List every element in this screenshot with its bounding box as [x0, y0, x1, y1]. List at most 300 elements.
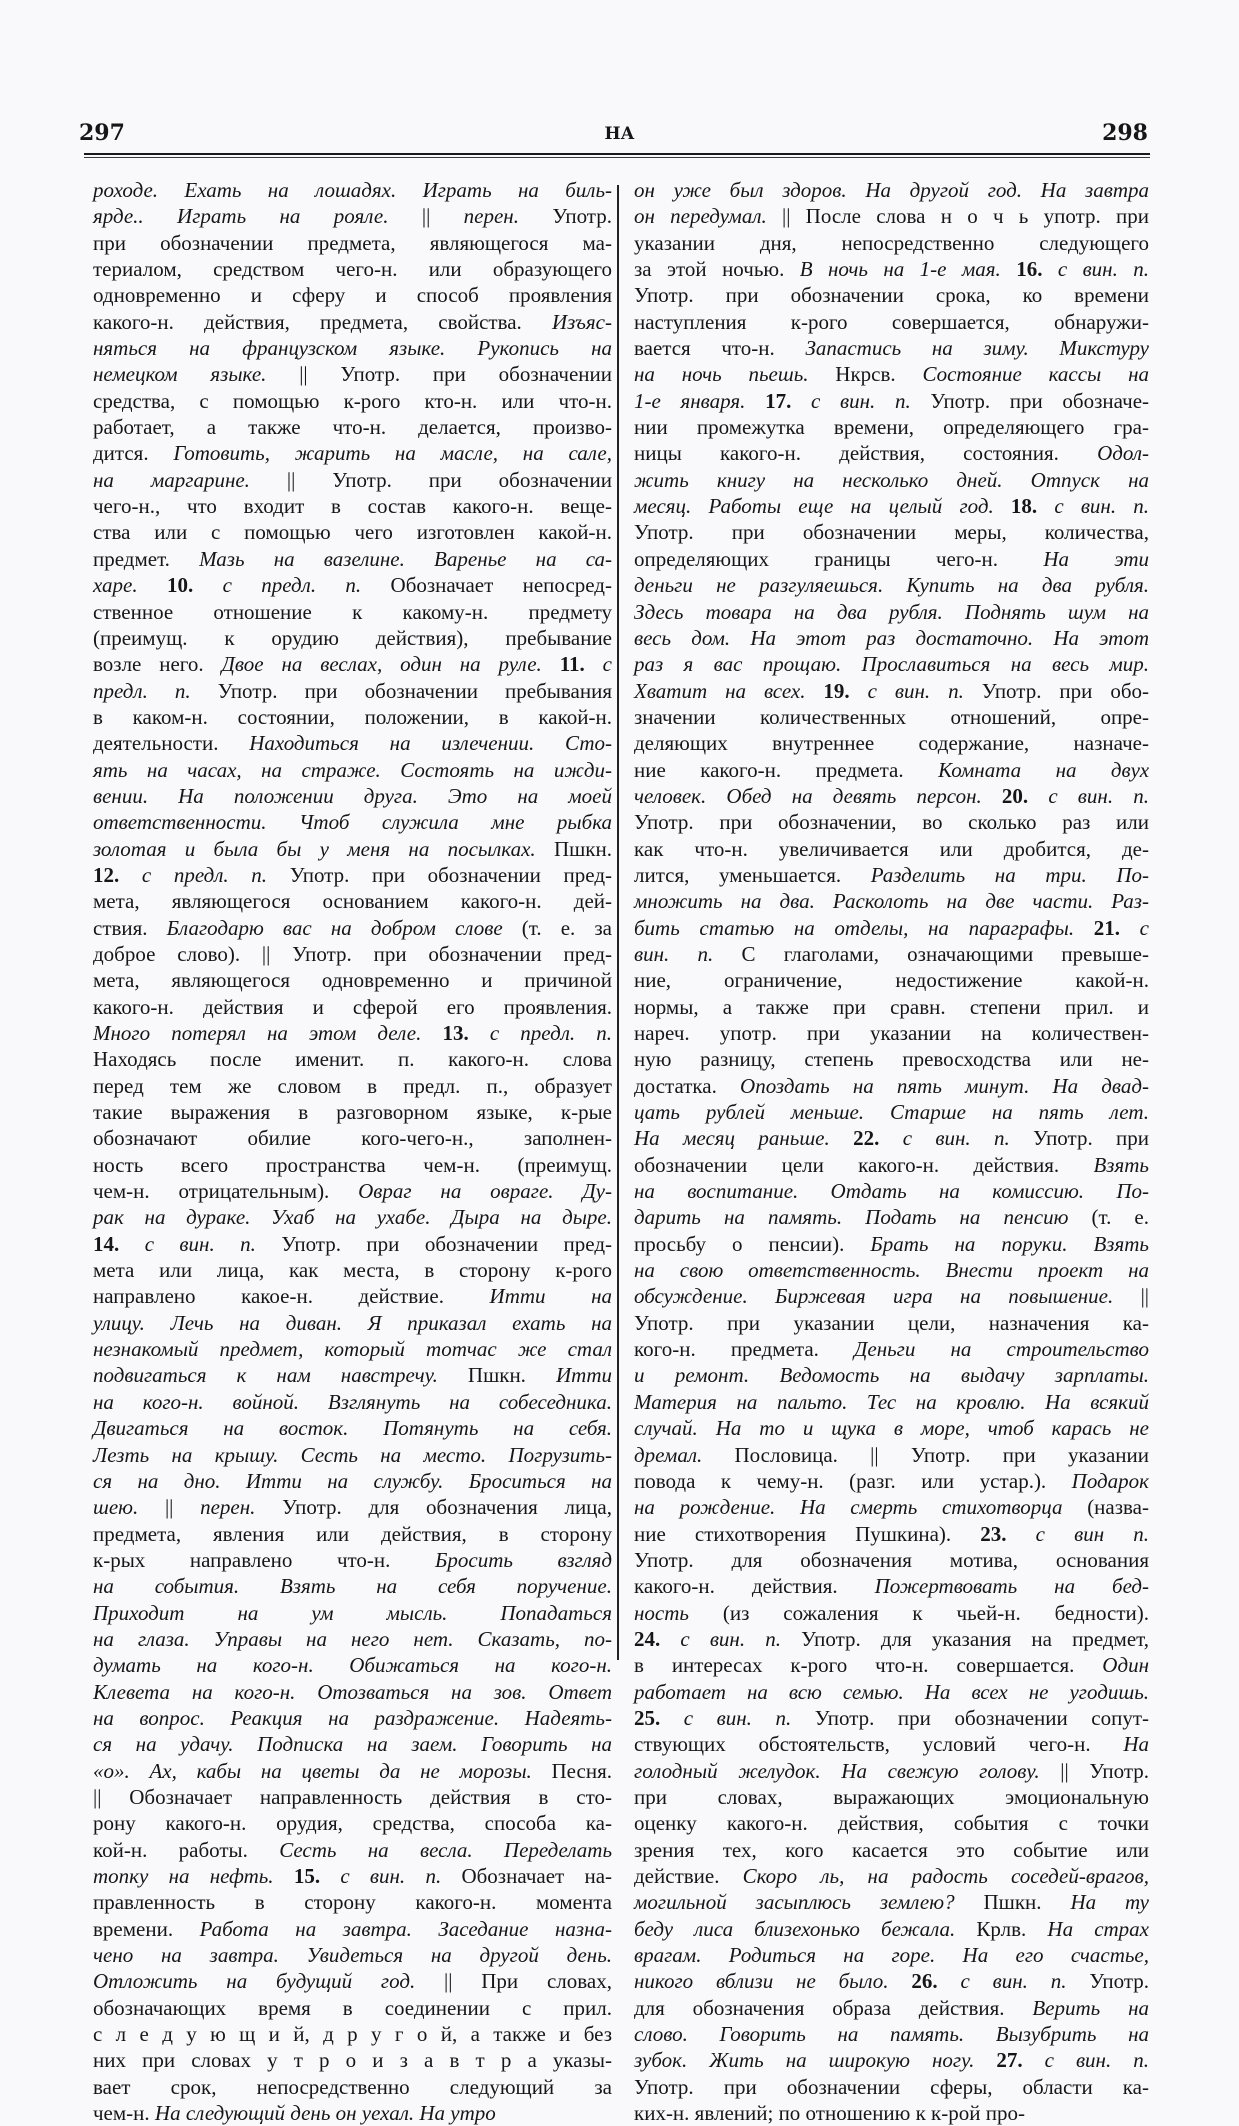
text-line: [93, 1573, 612, 1599]
text-line: [634, 888, 1149, 914]
text-line: [93, 1679, 612, 1705]
example-text: Запастись на зиму. Микстуру: [805, 336, 1150, 361]
text-line: [634, 704, 1149, 730]
text-line: [93, 1705, 612, 1731]
example-text: Итти: [556, 1363, 612, 1388]
example-text: вин. п.: [634, 941, 742, 966]
definition-text: || Употр. при обозначении: [299, 362, 612, 387]
text-line: [93, 1204, 612, 1230]
example-text: Брать на поруки. Взять: [870, 1231, 1149, 1256]
text-line: [634, 757, 1149, 783]
text-line: [93, 1415, 612, 1441]
definition-text: (т. е.: [1091, 1205, 1149, 1230]
sense-number: 13.: [442, 1021, 490, 1045]
definition-text: Употр. для указания на предмет,: [801, 1626, 1150, 1651]
sense-number: 17.: [765, 388, 812, 413]
example-text: на свою ответственность. Внести проект на: [634, 1258, 1149, 1283]
text-line: [634, 1731, 1149, 1757]
definition-text: (преимущ. к орудию действия), пребывание: [93, 625, 612, 650]
example-text: жить книгу на несколько дней. Отпуск на: [634, 467, 1149, 492]
text-line: [634, 1837, 1149, 1863]
text-line: [634, 678, 1149, 704]
text-line: [93, 1389, 612, 1415]
sense-number: 21.: [1093, 915, 1140, 940]
definition-text: Крлв.: [976, 1916, 1048, 1941]
text-line: [93, 230, 612, 256]
text-line: [93, 572, 612, 598]
text-line: [93, 783, 612, 809]
definition-text: || Обозначает направленность действия в сто-: [93, 1784, 612, 1809]
text-line: [93, 1310, 612, 1336]
definition-text: за этой ночью.: [634, 257, 800, 282]
example-text: ность: [634, 1600, 723, 1625]
example-text: на ночь пьешь.: [634, 362, 836, 387]
definition-text: лится, уменьшается.: [634, 862, 871, 887]
text-line: [634, 2021, 1149, 2047]
text-line: [93, 915, 612, 941]
definition-text: дится.: [93, 441, 174, 466]
text-line: [634, 730, 1149, 756]
definition-text: к-рых направлено что-н.: [93, 1547, 435, 1572]
text-line: [634, 1968, 1149, 1994]
text-line: [634, 1099, 1149, 1125]
definition-text: Употр. при обозначении меры, количества,: [634, 520, 1149, 545]
definition-text: ницы какого-н. действия, состояния.: [634, 441, 1098, 466]
text-line: [93, 1494, 612, 1520]
text-line: [634, 836, 1149, 862]
definition-text: ства или с помощью чего изготовлен какой-н.: [93, 520, 612, 545]
example-text: раз я вас прощаю. Прославиться на весь мир.: [634, 652, 1149, 677]
definition-text: средства, с помощью к-рого кто-н. или что-н.: [93, 388, 612, 413]
text-line: [634, 335, 1149, 361]
text-line: [634, 599, 1149, 625]
definition-text: мета, являющегося основанием какого-н. дей-: [93, 889, 612, 914]
example-text: ять на часах, на страже. Состоять на ижди-: [93, 757, 612, 782]
definition-text: Употр. при указании цели, назначения ка-: [634, 1310, 1149, 1335]
definition-text: ние какого-н. предмета.: [634, 757, 939, 782]
text-line: [93, 1257, 612, 1283]
definition-text: одновременно и сферу и способ проявления: [93, 283, 612, 308]
example-text: Овраг на овраге. Ду-: [358, 1179, 612, 1204]
text-line: [634, 809, 1149, 835]
example-text: Готовить, жарить на масле, на сале,: [173, 441, 612, 466]
definition-text: териалом, средством чего-н. или образующего: [93, 257, 612, 282]
text-line: [634, 1916, 1149, 1942]
text-line: [93, 1521, 612, 1547]
example-text: Находиться на излечении. Сто-: [249, 731, 612, 756]
example-text: Одол-: [1097, 441, 1149, 466]
text-line: [634, 1046, 1149, 1072]
definition-text: Употр. при обозначении срока, ко времени: [634, 283, 1149, 308]
text-line: [93, 1336, 612, 1362]
text-line: [93, 493, 612, 519]
example-text: Верить на: [1032, 1995, 1149, 2020]
text-line: [634, 1863, 1149, 1889]
text-line: [634, 1995, 1149, 2021]
text-line: [634, 1178, 1149, 1204]
example-text: На месяц раньше.: [634, 1126, 854, 1151]
example-text: цать рублей меньше. Старше на пять лет.: [634, 1100, 1149, 1125]
example-text: врагам. Родиться на горе. На его счастье,: [634, 1943, 1149, 1968]
example-text: с вин. п.: [1054, 494, 1150, 519]
definition-text: времени.: [93, 1916, 200, 1941]
text-line: [93, 519, 612, 545]
definition-text: Обозначает на-: [461, 1864, 613, 1888]
text-line: [634, 1336, 1149, 1362]
example-text: Хватит на всех.: [634, 678, 824, 703]
example-text: зубок. Жить на широкую ногу.: [634, 2048, 997, 2073]
text-line: [93, 888, 612, 914]
example-text: беду лиса близехонько бежала.: [634, 1916, 977, 1941]
example-text: «о». Ах, кабы на цветы да не морозы.: [93, 1758, 552, 1783]
text-line: [93, 809, 612, 835]
text-line: [93, 862, 612, 888]
text-line: [93, 1916, 612, 1942]
right-column: [634, 177, 1149, 2126]
example-text: немецком языке.: [93, 362, 300, 387]
text-line: [634, 1521, 1149, 1547]
definition-text: (т. е. за: [521, 915, 612, 940]
text-line: [93, 1073, 612, 1099]
text-line: [634, 1942, 1149, 1968]
example-text: и ремонт. Ведомость на выдачу зарплаты.: [634, 1363, 1149, 1388]
example-text: Много потерял на этом деле.: [93, 1021, 443, 1045]
definition-text: с л е д у ю щ и й, д р у г о й, а также и без: [93, 2022, 612, 2047]
header-rule-thin: [84, 157, 1150, 158]
definition-text: в каком-н. состоянии, положении, в какой-н.: [93, 704, 612, 729]
example-text: незнакомый предмет, который тотчас же стал: [93, 1337, 612, 1362]
text-line: [93, 1283, 612, 1309]
definition-text: зрения тех, кого касается это событие или: [634, 1837, 1149, 1862]
definition-text: достатка.: [634, 1073, 741, 1098]
text-line: [93, 467, 612, 493]
definition-text: такие выражения в разговорном языке, к-рые: [93, 1100, 612, 1125]
definition-text: предмет.: [93, 546, 200, 571]
text-line: [634, 1573, 1149, 1599]
text-line: [93, 440, 612, 466]
example-text: с вин. п.: [144, 1231, 282, 1256]
example-text: В ночь на 1-е мая.: [799, 257, 1017, 282]
text-line: [634, 1152, 1149, 1178]
example-text: ярде.. Играть на рояле.: [93, 204, 422, 229]
example-text: множить на два. Расколоть на две части. Раз-: [634, 889, 1149, 914]
example-text: Работа на завтра. Заседание назна-: [199, 1916, 612, 1941]
text-line: [93, 1125, 612, 1151]
text-line: [93, 757, 612, 783]
sense-number: 16.: [1016, 257, 1058, 282]
example-text: Изъяс-: [551, 309, 612, 334]
example-text: чено на завтра. Увидеться на другой день.: [93, 1943, 612, 1968]
text-line: [93, 651, 612, 677]
example-text: на воспитание. Отдать на комиссию. По-: [634, 1179, 1149, 1204]
text-line: [93, 1942, 612, 1968]
example-text: шею.: [93, 1495, 165, 1520]
page-number-left: 297: [79, 120, 125, 146]
definition-text: ную разницу, степень превосходства или не-: [634, 1047, 1149, 1072]
text-line: [634, 256, 1149, 282]
text-line: [634, 915, 1149, 941]
example-text: случай. На то и щука в море, чтоб карась не: [634, 1416, 1149, 1441]
definition-text: мета или лица, как места, в сторону к-рого: [93, 1258, 612, 1283]
example-text: Подарок: [1071, 1468, 1149, 1493]
text-line: [634, 994, 1149, 1020]
definition-text: при обозначении предмета, являющегося ма-: [93, 230, 612, 255]
text-line: [93, 1863, 612, 1889]
example-text: с вин. п.: [680, 1626, 802, 1651]
example-text: деньги не разгуляешься. Купить на два рубля.: [634, 573, 1149, 598]
text-line: [634, 941, 1149, 967]
example-text: Итти на: [489, 1284, 612, 1309]
example-text: На следующий день он уехал. На утро: [154, 2101, 496, 2126]
example-text: слово. Говорить на память. Вызубрить на: [634, 2022, 1149, 2047]
example-text: перен.: [200, 1495, 283, 1520]
definition-text: Находясь после именит. п. какого-н. слова: [93, 1047, 612, 1072]
text-line: [93, 967, 612, 993]
example-text: ся на удачу. Подписка на заем. Говорить на: [93, 1732, 612, 1757]
definition-text: чем-н. отрицательным).: [93, 1179, 359, 1204]
text-line: [93, 941, 612, 967]
text-line: [634, 414, 1149, 440]
definition-text: просьбу о пенсии).: [634, 1231, 871, 1256]
text-line: [634, 1494, 1149, 1520]
definition-text: в интересах к-рого что-н. совершается.: [634, 1653, 1103, 1678]
text-line: [634, 203, 1149, 229]
example-text: На: [1123, 1732, 1149, 1757]
example-text: на глаза. Управы на него нет. Сказать, по-: [93, 1626, 612, 1651]
example-text: на маргарине.: [93, 467, 287, 492]
example-text: золотая и была бы у меня на посылках.: [93, 836, 554, 861]
example-text: Лезть на крышу. Сесть на место. Погрузить-: [93, 1442, 612, 1467]
column-divider: [617, 185, 619, 1660]
example-text: бить статью на отделы, на параграфы.: [634, 915, 1094, 940]
text-line: [634, 1679, 1149, 1705]
definition-text: обозначении цели какого-н. действия.: [634, 1152, 1094, 1177]
text-line: [634, 467, 1149, 493]
left-column: [93, 177, 612, 2126]
example-text: Двигаться на восток. Потянуть на себя.: [93, 1416, 612, 1441]
example-text: Взять: [1093, 1152, 1149, 1177]
definition-text: нии промежутка времени, определяющего гра-: [634, 415, 1149, 440]
text-line: [93, 1020, 612, 1046]
text-line: [634, 1784, 1149, 1810]
example-text: с вин. п.: [340, 1864, 462, 1888]
definition-text: Употр. при обозначении сферы, области ка-: [634, 2074, 1149, 2099]
definition-text: них при словах у т р о и з а в т р а указы-: [93, 2048, 612, 2073]
text-line: [634, 862, 1149, 888]
definition-text: Употр. при обозначении пред-: [289, 862, 613, 887]
definition-text: Употр. при обозначении, во сколько раз или: [634, 810, 1149, 835]
example-text: с предл. п.: [141, 862, 290, 887]
example-text: с вин. п.: [683, 1705, 815, 1730]
text-line: [93, 1231, 612, 1257]
example-text: роходе. Ехать на лошадях. Играть на биль-: [93, 178, 612, 202]
example-text: с предл. п.: [489, 1021, 613, 1045]
definition-text: Обозначает непосред-: [390, 573, 612, 598]
definition-text: для обозначения образа действия.: [634, 1995, 1033, 2020]
sense-number: 26.: [911, 1969, 961, 1994]
definition-text: повода к чему-н. (разг. или устар.).: [634, 1468, 1072, 1493]
example-text: с вин п.: [1035, 1521, 1150, 1546]
text-line: [93, 2100, 612, 2126]
example-text: с вин. п.: [811, 388, 931, 413]
example-text: Благодарю вас на добром слове: [166, 915, 522, 940]
example-text: с вин. п.: [1057, 257, 1149, 282]
example-text: Клевета на кого-н. Отозваться на зов. Ответ: [93, 1679, 612, 1704]
text-line: [634, 309, 1149, 335]
example-text: улицу. Лечь на диван. Я приказал ехать на: [93, 1310, 612, 1335]
text-line: [93, 1652, 612, 1678]
text-line: [634, 651, 1149, 677]
definition-text: (из сожаления к чьей-н. бедности).: [722, 1600, 1149, 1625]
text-line: [634, 230, 1149, 256]
example-text: Состояние кассы на: [922, 362, 1149, 387]
text-line: [634, 2074, 1149, 2100]
example-text: на рождение. На смерть стихотворца: [634, 1495, 1088, 1520]
text-line: [634, 1231, 1149, 1257]
definition-text: как что-н. увеличивается или дробится, де-: [634, 836, 1149, 861]
definition-text: кой-н. работы.: [93, 1837, 280, 1862]
example-text: он уже был здоров. На другой год. На завтра: [634, 178, 1149, 202]
definition-text: Употр.: [552, 204, 612, 229]
definition-text: деляющих внутреннее содержание, назначе-: [634, 731, 1149, 756]
example-text: с вин. п.: [1044, 2048, 1149, 2073]
definition-text: ность всего пространства чем-н. (преимущ.: [93, 1152, 612, 1177]
example-text: рак на дураке. Ухаб на ухабе. Дыра на дыре.: [93, 1205, 612, 1230]
definition-text: Употр. при обозначении пребывания: [217, 678, 613, 703]
definition-text: наступления к-рого совершается, обнаружи-: [634, 309, 1149, 334]
text-line: [634, 2047, 1149, 2073]
text-line: [93, 361, 612, 387]
definition-text: обозначают обилие кого-чего-н., заполнен-: [93, 1126, 612, 1151]
definition-text: ствующих обстоятельств, условий чего-н.: [634, 1732, 1124, 1757]
definition-text: ||: [164, 1495, 201, 1520]
text-line: [634, 1283, 1149, 1309]
definition-text: вает срок, непосредственно следующий за: [93, 2074, 612, 2099]
sense-number: 23.: [980, 1521, 1036, 1546]
text-line: [93, 1152, 612, 1178]
sense-number: 19.: [823, 678, 868, 703]
text-line: [634, 625, 1149, 651]
definition-text: какого-н. действия и сферой его проявления.: [93, 994, 612, 1019]
definition-text: ||: [1140, 1284, 1149, 1309]
example-text: с вин. п.: [1048, 783, 1149, 808]
sense-number: 12.: [93, 862, 142, 887]
example-text: Опоздать на пять минут. На двад-: [740, 1073, 1150, 1098]
text-line: [93, 546, 612, 572]
text-line: [93, 1442, 612, 1468]
text-line: [93, 678, 612, 704]
definition-text: || Употр.: [1060, 1758, 1150, 1783]
definition-text: Употр. при обозначе-: [930, 388, 1150, 413]
sense-number: 20.: [1001, 783, 1049, 808]
text-line: [93, 1731, 612, 1757]
definition-text: Пословица. || Употр. при указании: [734, 1442, 1149, 1467]
definition-text: правленность в сторону какого-н. момента: [93, 1890, 612, 1915]
definition-text: чего-н., что входит в состав какого-н. веще-: [93, 494, 612, 519]
example-text: дремал.: [634, 1442, 735, 1467]
text-line: [93, 1784, 612, 1810]
example-text: обсуждение. Биржевая игра на повышение.: [634, 1284, 1141, 1309]
text-line: [93, 625, 612, 651]
text-line: [93, 388, 612, 414]
definition-text: какого-н. действия.: [634, 1574, 875, 1599]
example-text: няться на французском языке. Рукопись на: [93, 336, 612, 361]
definition-text: перед тем же словом в предл. п., образует: [93, 1073, 612, 1098]
example-text: перен.: [463, 204, 553, 229]
text-line: [93, 1995, 612, 2021]
example-text: Комната на двух: [938, 757, 1150, 782]
text-line: [634, 1810, 1149, 1836]
definition-text: нареч. употр. при указании на количествен-: [634, 1021, 1149, 1045]
text-line: [93, 1600, 612, 1626]
definition-text: || При словах,: [444, 1969, 612, 1994]
definition-text: Пшкн.: [467, 1363, 556, 1388]
example-text: ся на дно. Итти на службу. Броситься на: [93, 1468, 612, 1493]
example-text: подвигаться к нам навстречу.: [93, 1363, 468, 1388]
sense-number: 15.: [293, 1864, 341, 1888]
definition-text: ||: [421, 204, 464, 229]
sense-number: 11.: [559, 652, 603, 677]
definition-text: ние, ограничение, недостижение какой-н.: [634, 968, 1149, 993]
text-line: [634, 1468, 1149, 1494]
text-line: [93, 2021, 612, 2047]
definition-text: Нкрсв.: [835, 362, 923, 387]
sense-number: 22.: [853, 1126, 903, 1151]
example-text: На ту: [1070, 1890, 1149, 1915]
definition-text: какого-н. действия, предмета, свойства.: [93, 309, 552, 334]
definition-text: Песня.: [551, 1758, 612, 1783]
example-text: весь дом. На этот раз достаточно. На этот: [634, 625, 1149, 650]
example-text: вении. На положении друга. Это на моей: [93, 783, 612, 808]
example-text: на кого-н. войной. Взглянуть на собеседника.: [93, 1389, 612, 1414]
text-line: [93, 2047, 612, 2073]
definition-text: Пшкн.: [983, 1890, 1071, 1915]
definition-text: чем-н.: [93, 2101, 155, 2126]
text-line: [93, 1046, 612, 1072]
text-line: [93, 1758, 612, 1784]
sense-number: 24.: [634, 1626, 681, 1651]
example-text: 1-е января.: [634, 388, 766, 413]
example-text: Мазь на вазелине. Варенье на са-: [199, 546, 612, 571]
text-line: [93, 1837, 612, 1863]
definition-text: нормы, а также при сравн. степени прил. и: [634, 994, 1149, 1019]
example-text: на вопрос. Реакция на раздражение. Надеять-: [93, 1705, 612, 1730]
text-line: [634, 1389, 1149, 1415]
text-line: [93, 1178, 612, 1204]
text-line: [634, 1257, 1149, 1283]
text-line: [634, 177, 1149, 203]
text-line: [93, 1810, 612, 1836]
text-line: [93, 994, 612, 1020]
example-text: Сесть на весла. Переделать: [279, 1837, 612, 1862]
definition-text: действие.: [634, 1864, 743, 1888]
text-line: [634, 967, 1149, 993]
text-line: [634, 440, 1149, 466]
definition-text: Употр. при обозначении пред-: [281, 1231, 613, 1256]
example-text: работает на всю семью. На всех не угодишь.: [634, 1679, 1149, 1704]
text-line: [634, 1415, 1149, 1441]
definition-text: Употр.: [1089, 1969, 1150, 1994]
definition-text: || Употр. при обозначении: [286, 467, 612, 492]
definition-text: Употр. при: [1033, 1126, 1150, 1151]
definition-text: вается что-н.: [634, 336, 806, 361]
definition-text: ствия.: [93, 915, 167, 940]
definition-text: предмета, явления или действия, в сторону: [93, 1521, 612, 1546]
sense-number: 25.: [634, 1705, 684, 1730]
example-text: с предл. п.: [222, 573, 391, 598]
text-line: [634, 388, 1149, 414]
text-line: [93, 599, 612, 625]
